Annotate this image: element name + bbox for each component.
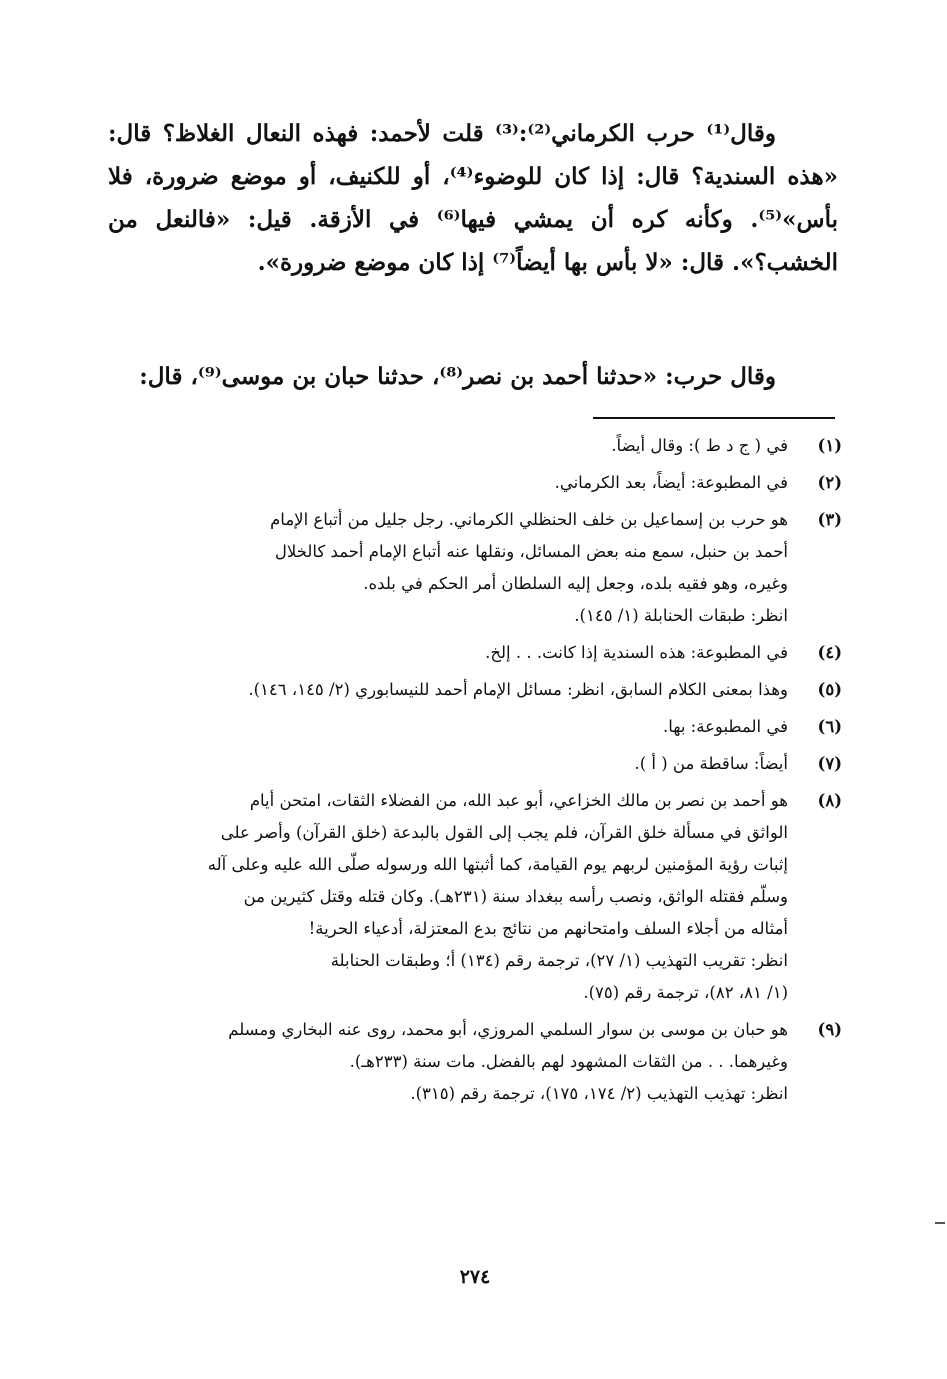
footnote-number: (٧) xyxy=(817,754,842,773)
footnote-item xyxy=(110,467,842,499)
footnote-number: (١) xyxy=(817,436,842,455)
footnote-number: (٦) xyxy=(817,717,842,736)
footnote-line: وغيره، وهو فقيه بلده، وجعل إليه السلطان أمر الحكم في بلده. xyxy=(363,574,788,593)
footnote-number: (٩) xyxy=(817,1020,842,1039)
footnote-line: هو حبان بن موسى بن سوار السلمي المروزي، أبو محمد، روى عنه البخاري ومسلم xyxy=(228,1020,788,1039)
footnote-line: أيضاً: ساقطة من ( أ ). xyxy=(634,754,788,773)
footnote-text xyxy=(110,748,788,780)
footnote-line: وسلّم فقتله الواثق، ونصب رأسه ببغداد سنة (٢٣١هـ). وكان قتله وقتل كثيرين من xyxy=(243,887,788,906)
footnote-item xyxy=(110,637,842,669)
footnote-item xyxy=(110,711,842,743)
footnote-line: وغيرهما. . . من الثقات المشهود لهم بالفضل. مات سنة (٢٣٣هـ). xyxy=(349,1052,788,1071)
footnote-line: في المطبوعة: بها. xyxy=(662,717,788,736)
footnote-text xyxy=(110,711,788,743)
footnote-line: انظر: طبقات الحنابلة (١/ ١٤٥). xyxy=(574,606,788,625)
footnote-line: هو أحمد بن نصر بن مالك الخزاعي، أبو عبد الله، من الفضلاء الثقات، امتحن أيام xyxy=(249,791,788,810)
footnote-line: انظر: تهذيب التهذيب (٢/ ١٧٤، ١٧٥)، ترجمة رقم (٣١٥). xyxy=(410,1084,788,1103)
paragraph-2: وقال حرب: «حدثنا أحمد بن نصر⁽⁸⁾، حدثنا حبان بن موسى⁽⁹⁾، قال: xyxy=(139,363,776,390)
paragraph-1: وقال⁽¹⁾ حرب الكرماني⁽²⁾:⁽³⁾ قلت لأحمد: فهذه النعال الغلاظ؟ قال: «هذه السندية؟ قال: إذا كان للوضوء⁽⁴⁾، أو للكنيف، أو موضع ضرورة، فلا بأس»⁽⁵⁾. وكأنه كره أن يمشي فيها⁽⁶⁾ في الأزقة. قيل: «فالنعل من الخشب؟». قال: «لا بأس بها أيضاً⁽⁷⁾ إذا كان موضع ضرورة». xyxy=(108,120,838,276)
footnote-text xyxy=(110,504,788,632)
footnote-text xyxy=(110,1014,788,1110)
footnote-text xyxy=(110,637,788,669)
footnote-text xyxy=(110,430,788,462)
footnote-text xyxy=(110,674,788,706)
footnote-line: هو حرب بن إسماعيل بن خلف الحنظلي الكرماني. رجل جليل من أتباع الإمام xyxy=(270,510,788,529)
footnote-number: (٣) xyxy=(817,510,842,529)
footnote-line: في المطبوعة: هذه السندية إذا كانت. . . إلخ. xyxy=(485,643,788,662)
footnote-number: (٥) xyxy=(817,680,842,699)
footnote-number: (٨) xyxy=(817,791,842,810)
footnote-text xyxy=(110,467,788,499)
footnote-item xyxy=(110,430,842,462)
footnote-number: (٤) xyxy=(817,643,842,662)
scan-edge-mark xyxy=(935,1222,945,1224)
page-number: ٢٧٤ xyxy=(459,1266,491,1288)
footnote-line: في المطبوعة: أيضاً، بعد الكرماني. xyxy=(554,473,788,492)
footnote-line: الواثق في مسألة خلق القرآن، فلم يجب إلى القول بالبدعة (خلق القرآن) وأصر على xyxy=(220,823,788,842)
footnote-line: أمثاله من أجلاء السلف وامتحانهم من نتائج بدع المعتزلة، أدعياء الحرية! xyxy=(308,919,788,938)
footnote-line: في ( ج د ط ): وقال أيضاً. xyxy=(611,436,788,455)
footnote-text xyxy=(110,785,788,1009)
footnote-item xyxy=(110,785,842,1009)
footnote-line: أحمد بن حنبل، سمع منه بعض المسائل، ونقلها عنه أتباع الإمام أحمد كالخلال xyxy=(274,542,788,561)
main-text-continued xyxy=(108,355,838,398)
footnote-divider xyxy=(593,417,835,419)
footnotes xyxy=(110,430,842,1115)
footnote-item xyxy=(110,674,842,706)
footnote-line: (١/ ٨١، ٨٢)، ترجمة رقم (٧٥). xyxy=(583,983,788,1002)
footnote-line: وهذا بمعنى الكلام السابق، انظر: مسائل الإمام أحمد للنيسابوري (٢/ ١٤٥، ١٤٦). xyxy=(248,680,788,699)
footnote-item xyxy=(110,504,842,632)
footnote-line: إثبات رؤية المؤمنين لربهم يوم القيامة، كما أثبتها الله ورسوله صلّى الله عليه وعلى آله xyxy=(207,855,788,874)
footnote-number: (٢) xyxy=(817,473,842,492)
footnote-item xyxy=(110,748,842,780)
footnote-line: انظر: تقريب التهذيب (١/ ٢٧)، ترجمة رقم (١٣٤) أ؛ وطبقات الحنابلة xyxy=(330,951,788,970)
footnote-item xyxy=(110,1014,842,1110)
main-text xyxy=(108,112,838,284)
